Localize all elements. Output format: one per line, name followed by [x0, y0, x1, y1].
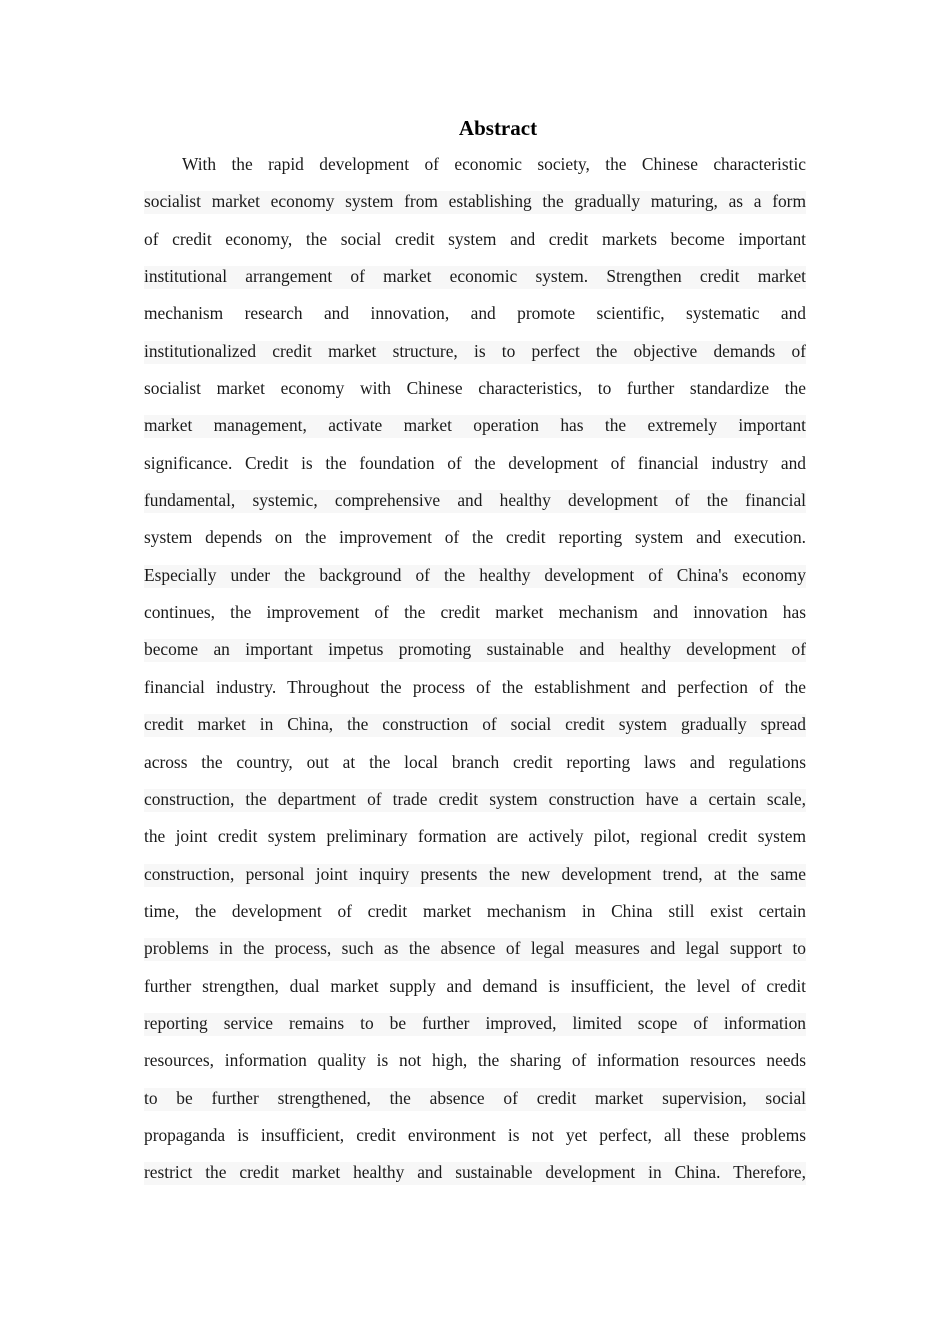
text-line: With the rapid development of economic society, the Chinese characteristic	[182, 154, 806, 174]
text-line: construction, the department of trade credit system construction have a certain scale,	[144, 781, 806, 818]
text-line: Especially under the background of the healthy development of China's economy	[144, 557, 806, 594]
text-line: restrict the credit market healthy and sustainable development in China. Therefore,	[144, 1154, 806, 1191]
text-line: significance. Credit is the foundation of the development of financial industry and	[144, 452, 806, 473]
text-line: mechanism research and innovation, and promote scientific, systematic and	[144, 303, 806, 324]
text-line: credit market in China, the construction of social credit system gradually spread	[144, 706, 806, 743]
text-line: become an important impetus promoting sustainable and healthy development of	[144, 631, 806, 668]
text-line: reporting service remains to be further improved, limited scope of information	[144, 1005, 806, 1042]
text-line: propaganda is insufficient, credit environment is not yet perfect, all these problems	[144, 1124, 806, 1145]
text-line: fundamental, systemic, comprehensive and healthy development of the financial	[144, 482, 806, 519]
text-line: institutional arrangement of market economic system. Strengthen credit market	[144, 258, 806, 295]
text-line: market management, activate market operation has the extremely important	[144, 407, 806, 444]
text-line: across the country, out at the local branch credit reporting laws and regulations	[144, 751, 806, 772]
text-line: institutionalized credit market structure, is to perfect the objective demands of	[144, 333, 806, 370]
text-line: further strengthen, dual market supply and demand is insufficient, the level of credit	[144, 975, 806, 996]
text-line: construction, personal joint inquiry presents the new development trend, at the same	[144, 856, 806, 893]
abstract-paragraph	[144, 146, 806, 1192]
text-line: time, the development of credit market mechanism in China still exist certain	[144, 900, 806, 921]
text-line: resources, information quality is not high, the sharing of information resources needs	[144, 1050, 806, 1071]
text-line: socialist market economy with Chinese characteristics, to further standardize the	[144, 378, 806, 399]
text-line: to be further strengthened, the absence of credit market supervision, social	[144, 1080, 806, 1117]
abstract-title: Abstract	[458, 116, 538, 140]
text-line: system depends on the improvement of the credit reporting system and execution.	[144, 527, 806, 548]
text-line: continues, the improvement of the credit market mechanism and innovation has	[144, 602, 806, 623]
text-line: problems in the process, such as the absence of legal measures and legal support to	[144, 930, 806, 967]
text-line: socialist market economy system from establishing the gradually maturing, as a form	[144, 183, 806, 220]
text-line: the joint credit system preliminary formation are actively pilot, regional credit system	[144, 826, 806, 847]
text-line: of credit economy, the social credit system and credit markets become important	[144, 228, 806, 249]
text-line: financial industry. Throughout the process of the establishment and perfection of the	[144, 676, 806, 697]
